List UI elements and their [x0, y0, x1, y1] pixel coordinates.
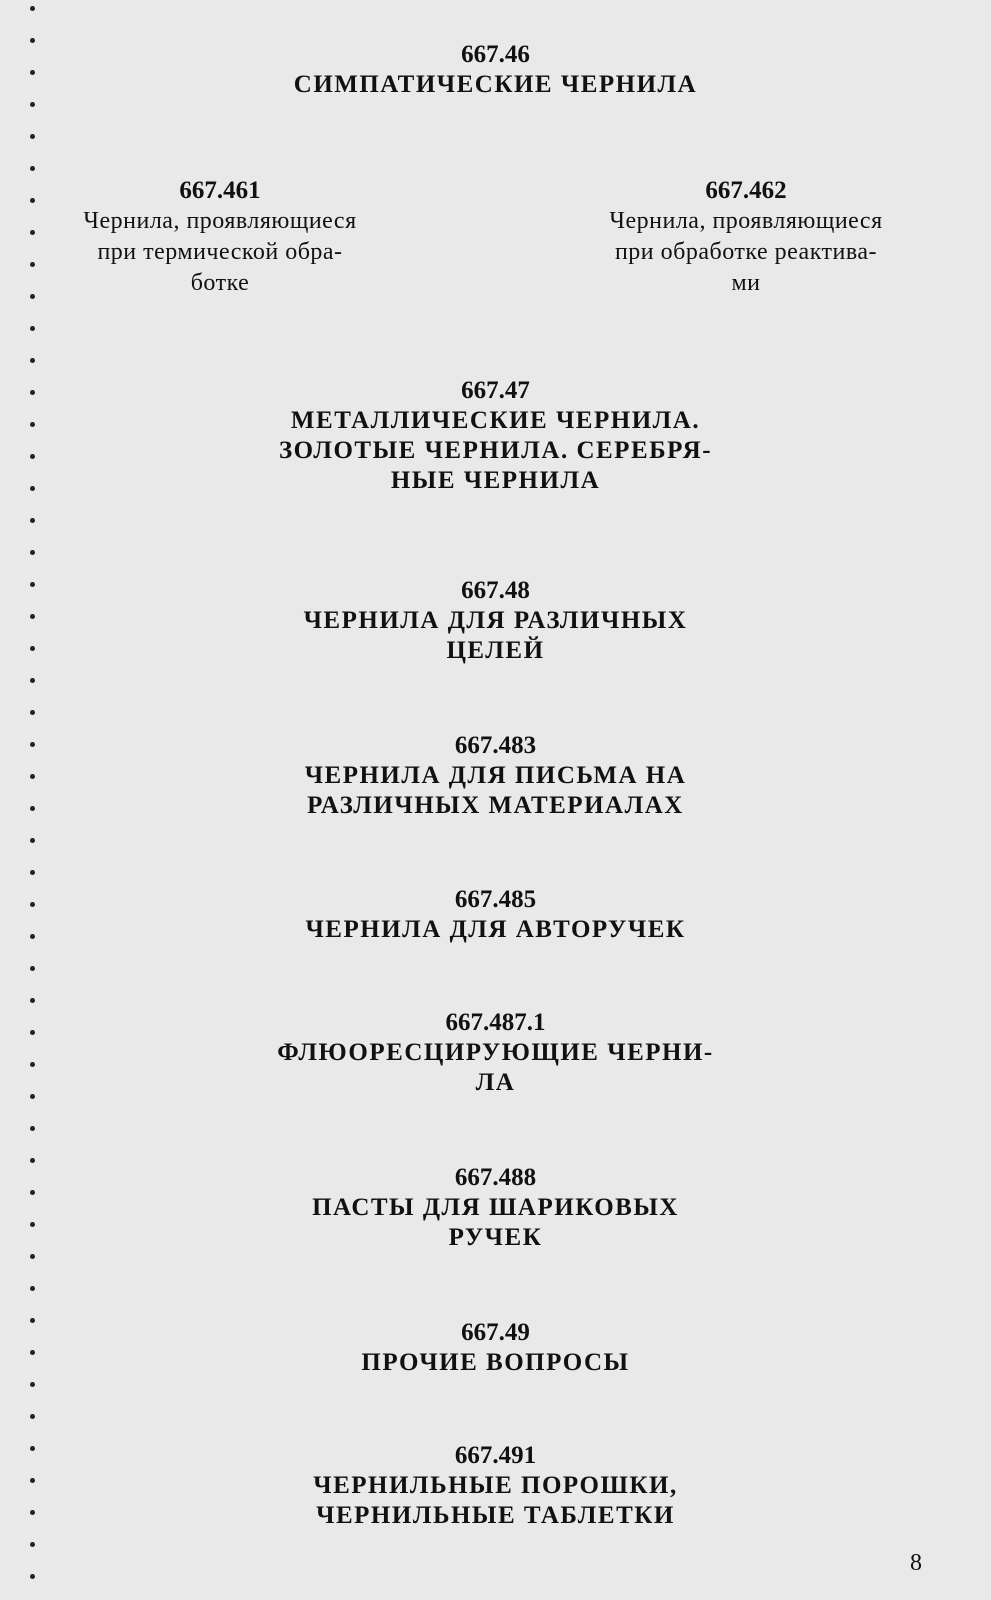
binding-hole: [30, 1542, 35, 1547]
section-title-line: ФЛЮОРЕСЦИРУЮЩИЕ ЧЕРНИ-: [277, 1039, 714, 1066]
section-title-line: ЗОЛОТЫЕ ЧЕРНИЛА. СЕРЕБРЯ-: [278, 437, 713, 464]
binding-hole: [30, 1126, 35, 1131]
section-title-line: ПАСТЫ ДЛЯ ШАРИКОВЫХ: [312, 1194, 679, 1221]
binding-hole: [30, 1574, 35, 1579]
section-title-line: СИМПАТИЧЕСКИЕ ЧЕРНИЛА: [293, 71, 698, 98]
subsection-desc-line: ми: [731, 270, 761, 296]
section-title-line: ЧЕРНИЛЬНЫЕ ПОРОШКИ,: [313, 1472, 678, 1499]
section-code: 667.46: [461, 41, 530, 68]
subsection-667-461: [30, 176, 410, 299]
section-title-line: ЛА: [475, 1069, 516, 1096]
subsection-desc-line: Чернила, проявляющиеся: [609, 208, 883, 234]
subsection-desc-line: Чернила, проявляющиеся: [83, 208, 357, 234]
section-code: 667.485: [454, 886, 537, 913]
subsection-code: 667.462: [705, 177, 787, 204]
section-title-line: НЫЕ ЧЕРНИЛА: [390, 467, 601, 494]
binding-hole: [30, 550, 35, 555]
section-title-line: ЦЕЛЕЙ: [446, 637, 545, 664]
binding-hole: [30, 678, 35, 683]
section-667-485: [0, 885, 991, 945]
binding-hole: [30, 1382, 35, 1387]
section-667-47: [0, 376, 991, 496]
subsection-desc-line: при обработке реактива-: [614, 239, 878, 265]
binding-hole: [30, 1286, 35, 1291]
binding-hole: [30, 102, 35, 107]
binding-hole: [30, 870, 35, 875]
section-667-48: [0, 576, 991, 666]
section-code: 667.48: [461, 577, 530, 604]
binding-hole: [30, 166, 35, 171]
subsection-desc-line: ботке: [190, 270, 250, 296]
section-667-46: [0, 40, 991, 100]
binding-hole: [30, 966, 35, 971]
subsection-desc-line: при термической обра-: [97, 239, 343, 265]
section-code: 667.49: [461, 1319, 530, 1346]
section-title-line: ЧЕРНИЛА ДЛЯ АВТОРУЧЕК: [305, 916, 686, 943]
section-667-487-1: [0, 1008, 991, 1098]
subsection-code: 667.461: [179, 177, 261, 204]
section-667-491: [0, 1441, 991, 1531]
binding-hole: [30, 518, 35, 523]
section-title-line: ЧЕРНИЛЬНЫЕ ТАБЛЕТКИ: [316, 1502, 675, 1529]
section-title-line: ПРОЧИЕ ВОПРОСЫ: [361, 1349, 630, 1376]
section-title-line: МЕТАЛЛИЧЕСКИЕ ЧЕРНИЛА.: [290, 407, 701, 434]
section-code: 667.491: [454, 1442, 537, 1469]
section-title-line: РАЗЛИЧНЫХ МАТЕРИАЛАХ: [307, 792, 684, 819]
section-code: 667.488: [454, 1164, 537, 1191]
page-number: 8: [910, 1550, 922, 1576]
section-title-line: РУЧЕК: [448, 1224, 543, 1251]
section-code: 667.487.1: [445, 1009, 546, 1036]
binding-hole: [30, 134, 35, 139]
binding-hole: [30, 6, 35, 11]
binding-hole: [30, 710, 35, 715]
section-667-488: [0, 1163, 991, 1253]
binding-hole: [30, 358, 35, 363]
section-code: 667.483: [454, 732, 537, 759]
section-667-49: [0, 1318, 991, 1378]
binding-hole: [30, 1414, 35, 1419]
section-title-line: ЧЕРНИЛА ДЛЯ РАЗЛИЧНЫХ: [303, 607, 688, 634]
subsection-667-462: [548, 176, 944, 299]
section-667-483: [0, 731, 991, 821]
binding-hole: [30, 838, 35, 843]
binding-hole: [30, 1254, 35, 1259]
section-code: 667.47: [461, 377, 530, 404]
binding-hole: [30, 998, 35, 1003]
binding-hole: [30, 326, 35, 331]
section-title-line: ЧЕРНИЛА ДЛЯ ПИСЬМА НА: [304, 762, 687, 789]
